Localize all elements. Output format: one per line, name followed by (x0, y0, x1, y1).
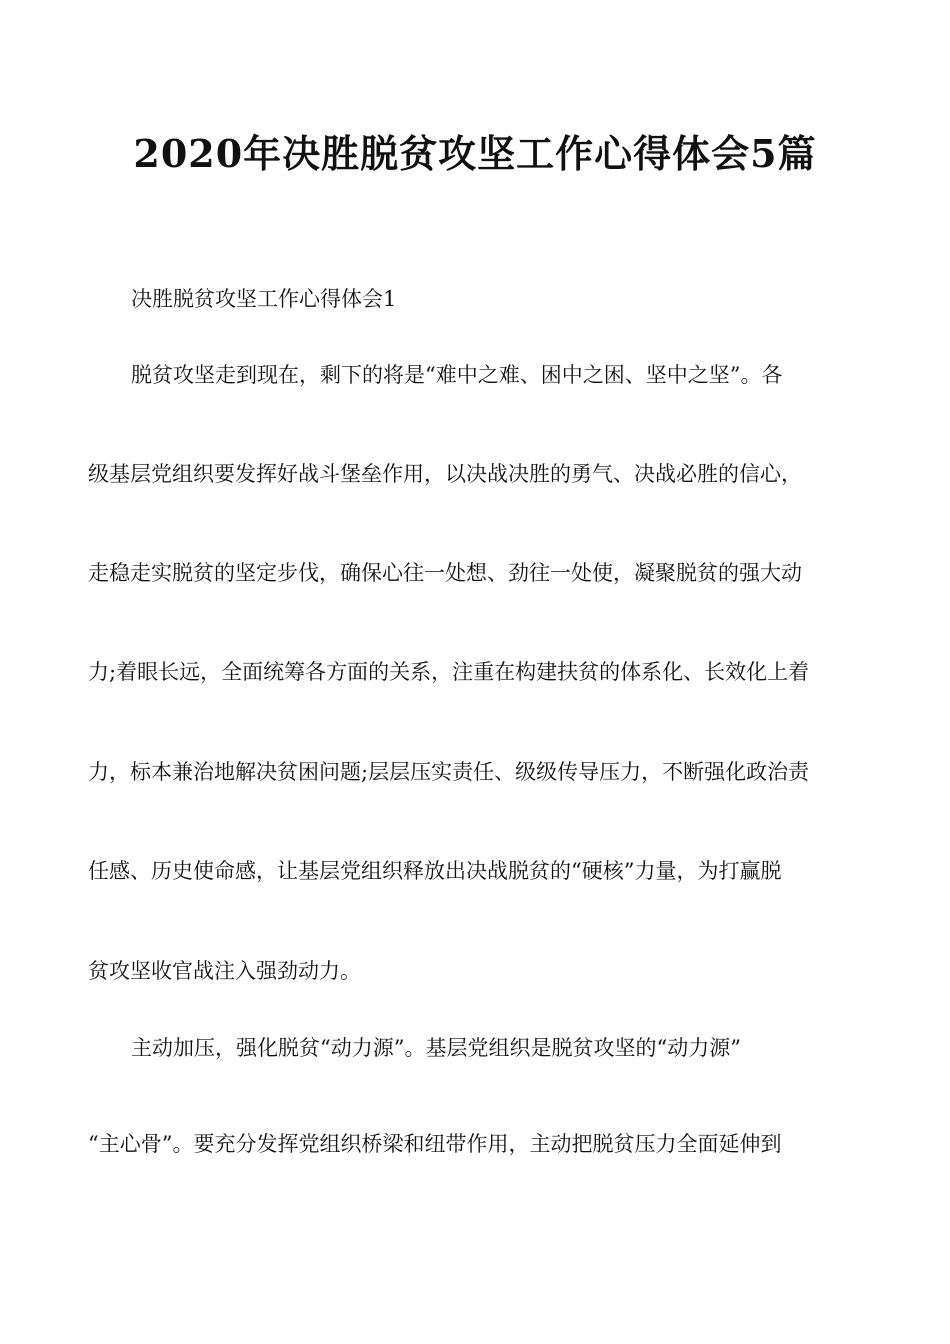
paragraph-line: 主动加压，强化脱贫“动力源”。基层党组织是脱贫攻坚的“动力源” (131, 1036, 741, 1060)
paragraph-line: 力;着眼长远，全面统筹各方面的关系，注重在构建扶贫的体系化、长效化上着 (88, 660, 810, 684)
paragraph-line: 力，标本兼治地解决贫困问题;层层压实责任、级级传导压力，不断强化政治责 (88, 760, 810, 784)
document-title: 2020年决胜脱贫攻坚工作心得体会5篇 (133, 131, 817, 176)
paragraph-line: 级基层党组织要发挥好战斗堡垒作用，以决战决胜的勇气、决战必胜的信心， (88, 462, 802, 486)
paragraph-line: 走稳走实脱贫的坚定步伐，确保心往一处想、劲往一处使，凝聚脱贫的强大动 (88, 561, 802, 585)
paragraph-line: 贫攻坚收官战注入强劲动力。 (88, 959, 361, 983)
paragraph-line: 脱贫攻坚走到现在，剩下的将是“难中之难、困中之困、坚中之坚”。各 (131, 363, 783, 387)
section-heading: 决胜脱贫攻坚工作心得体会1 (131, 287, 397, 311)
paragraph-line: 任感、历史使命感，让基层党组织释放出决战脱贫的“硬核”力量，为打赢脱 (88, 859, 782, 883)
paragraph-line: “主心骨”。要充分发挥党组织桥梁和纽带作用，主动把脱贫压力全面延伸到 (88, 1132, 782, 1156)
